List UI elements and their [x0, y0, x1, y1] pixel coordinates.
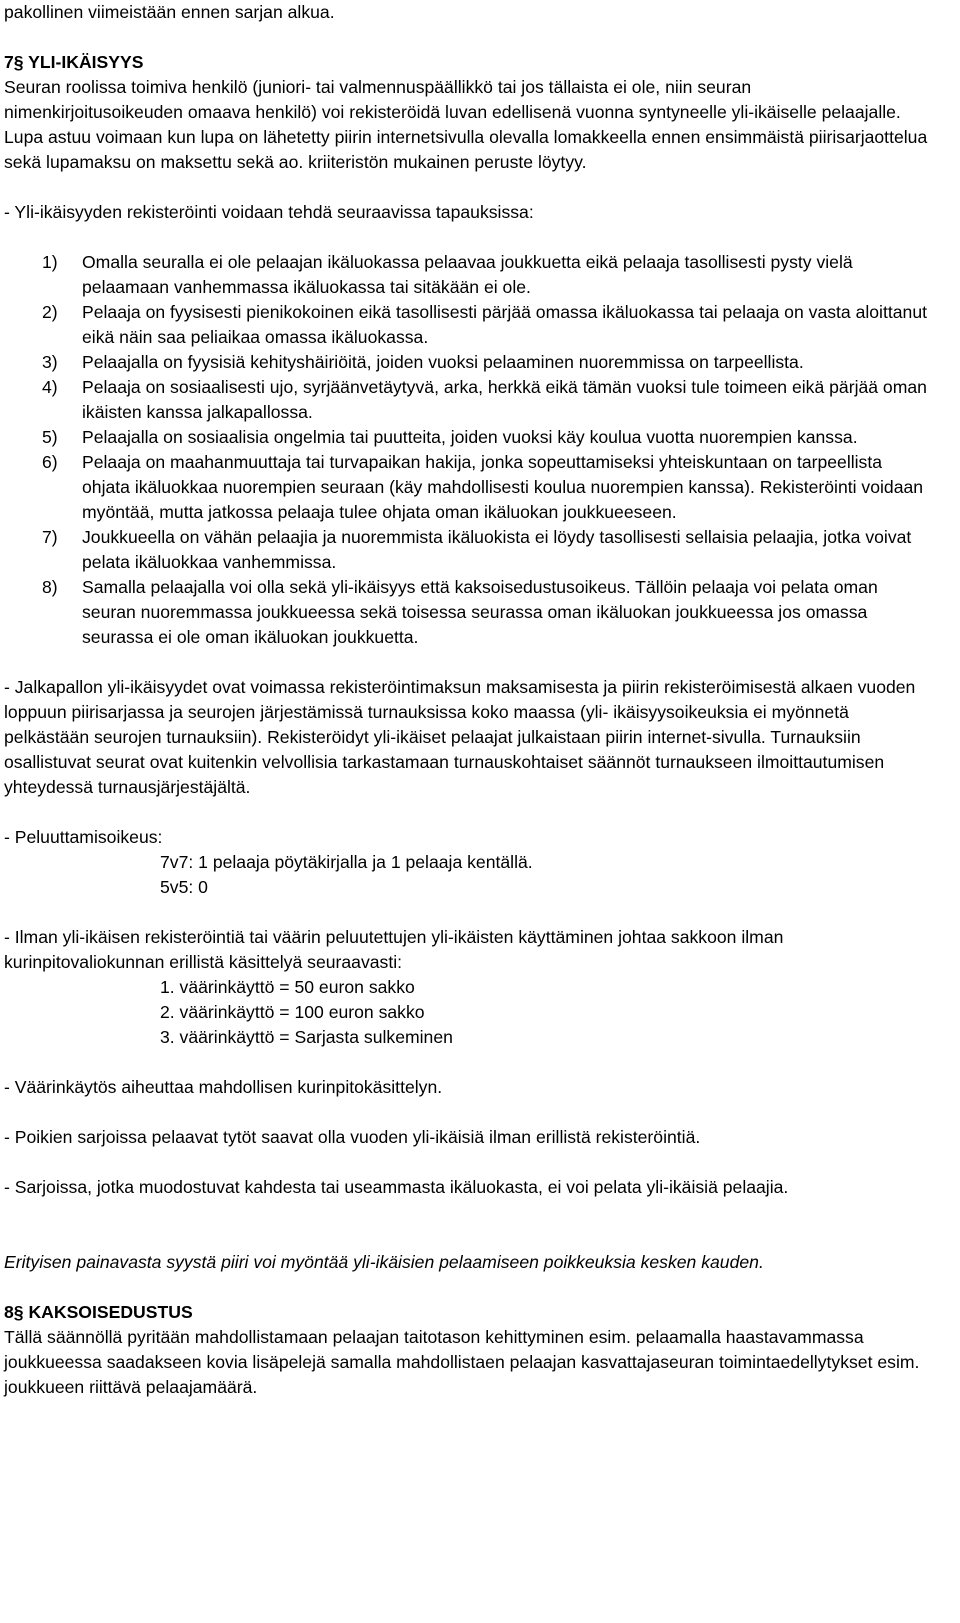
- list-item-text: Pelaajalla on fyysisiä kehityshäiriöitä, joiden vuoksi pelaaminen nuoremmissa on tarpeellista.: [82, 352, 804, 372]
- cases-intro: - Yli-ikäisyyden rekisteröinti voidaan tehdä seuraavissa tapauksissa:: [4, 202, 534, 222]
- spacer: [4, 1200, 930, 1225]
- list-item: [4, 575, 930, 650]
- multi-age-note: - Sarjoissa, jotka muodostuvat kahdesta tai useammasta ikäluokasta, ei voi pelata yli-ikäisiä pelaajia.: [4, 1177, 789, 1197]
- penalty-intro: - Ilman yli-ikäisen rekisteröintiä tai väärin peluutettujen yli-ikäisten käyttäminen johtaa sakkoon ilman kurinpitovaliokunnan erillistä käsittelyä seuraavasti:: [4, 927, 784, 972]
- list-item-text: Pelaaja on sosiaalisesti ujo, syrjäänvetäytyvä, arka, herkkä eikä tämän vuoksi tule toimeen eikä pärjää oman ikäisten kanssa jalkapallossa.: [82, 377, 927, 422]
- list-item: [4, 300, 930, 350]
- list-item-number: 6): [42, 452, 58, 472]
- list-item-number: 4): [42, 377, 58, 397]
- spacer: [4, 175, 930, 200]
- play-rights-line: 5v5: 0: [160, 877, 208, 897]
- list-item: [4, 250, 930, 300]
- spacer: [4, 25, 930, 50]
- list-item-number: 5): [42, 427, 58, 447]
- penalty-line: 2. väärinkäyttö = 100 euron sakko: [160, 1002, 425, 1022]
- list-item: [4, 375, 930, 425]
- list-item-number: 3): [42, 352, 58, 372]
- spacer: [4, 1050, 930, 1075]
- list-item-text: Omalla seuralla ei ole pelaajan ikäluokassa pelaavaa joukkuetta eikä pelaaja tasollisesti pysty vielä pelaamaan vanhemmassa ikäluokassa tai sitäkään ei ole.: [82, 252, 853, 297]
- list-item-text: Pelaajalla on sosiaalisia ongelmia tai puutteita, joiden vuoksi käy koulua vuotta nuorempien kanssa.: [82, 427, 858, 447]
- spacer: [4, 1100, 930, 1125]
- list-item-number: 7): [42, 527, 58, 547]
- intro-line: pakollinen viimeistään ennen sarjan alkua.: [4, 2, 335, 22]
- list-item-number: 2): [42, 302, 58, 322]
- section-8-paragraph: Tällä säännöllä pyritään mahdollistamaan pelaajan taitotason kehittyminen esim. pelaamalla haastavammassa joukkueessa saadakseen kovia lisäpelejä samalla mahdollistaen pelaajan kasvattajaseuran toimintaedellytykset esim. joukkueen riittävä pelaajamäärä.: [4, 1327, 920, 1397]
- spacer: [4, 225, 930, 250]
- spacer: [4, 1225, 930, 1250]
- section-7-paragraph: Seuran roolissa toimiva henkilö (juniori- tai valmennuspäällikkö tai jos tällaista ei ole, niin seuran nimenkirjoitusoikeuden omaava henkilö) voi rekisteröidä luvan edellisenä vuonna syntyneelle yli-ikäiselle pelaajalle. Lupa astuu voimaan kun lupa on lähetetty piirin internetsivulla olevalla lomakkeella ennen ensimmäistä piirisarjaottelua sekä lupamaksu on maksettu sekä ao. kriiteristön mukainen peruste löytyy.: [4, 77, 928, 172]
- girls-note: - Poikien sarjoissa pelaavat tytöt saavat olla vuoden yli-ikäisiä ilman erillistä rekisteröintiä.: [4, 1127, 701, 1147]
- spacer: [4, 650, 930, 675]
- misuse-note: - Väärinkäytös aiheuttaa mahdollisen kurinpitokäsittelyn.: [4, 1077, 443, 1097]
- list-item-number: 1): [42, 252, 58, 272]
- list-item: [4, 425, 930, 450]
- list-item-text: Joukkueella on vähän pelaajia ja nuoremmista ikäluokista ei löydy tasollisesti sellaisia pelaajia, jotka voivat pelata ikäluokkaa vanhemmissa.: [82, 527, 912, 572]
- cases-list: [4, 250, 930, 650]
- play-rights-label: - Peluuttamisoikeus:: [4, 827, 163, 847]
- spacer: [4, 1275, 930, 1300]
- penalty-line: 3. väärinkäyttö = Sarjasta sulkeminen: [160, 1027, 453, 1047]
- spacer: [4, 900, 930, 925]
- list-item-text: Pelaaja on fyysisesti pienikokoinen eikä tasollisesti pärjää omassa ikäluokassa tai pelaaja on vasta aloittanut eikä näin saa peliaikaa omassa ikäluokassa.: [82, 302, 927, 347]
- spacer: [4, 800, 930, 825]
- penalty-line: 1. väärinkäyttö = 50 euron sakko: [160, 977, 415, 997]
- special-note: Erityisen painavasta syystä piiri voi myöntää yli-ikäisien pelaamiseen poikkeuksia kesken kauden.: [4, 1252, 764, 1272]
- play-rights-line: 7v7: 1 pelaaja pöytäkirjalla ja 1 pelaaja kentällä.: [160, 852, 533, 872]
- list-item-text: Pelaaja on maahanmuuttaja tai turvapaikan hakija, jonka sopeuttamiseksi yhteiskuntaan on tarpeellista ohjata ikäluokkaa nuorempien seuraan (käy mahdollisesti koulua nuorempien kanssa). Rekisteröinti voidaan myöntää, mutta jatkossa pelaaja tulee ohjata oman ikäluokan joukkueeseen.: [82, 452, 924, 522]
- validity-paragraph: - Jalkapallon yli-ikäisyydet ovat voimassa rekisteröintimaksun maksamisesta ja piirin rekisteröimisestä alkaen vuoden loppuun piirisarjassa ja seurojen järjestämissä turnauksissa koko maassa (yli- ikäisyysoikeuksia ei myönnetä pelkästään seurojen turnauksiin). Rekisteröidyt yli-ikäiset pelaajat julkaistaan piirin internet-sivulla. Turnauksiin osallistuvat seurat ovat kuitenkin velvollisia tarkastamaan turnauskohtaiset säännöt turnaukseen ilmoittautumisen yhteydessä turnausjärjestäjältä.: [4, 677, 916, 797]
- section-8-heading: 8§ KAKSOISEDUSTUS: [4, 1302, 193, 1322]
- list-item-number: 8): [42, 577, 58, 597]
- list-item: [4, 525, 930, 575]
- list-item: [4, 450, 930, 525]
- section-7-heading: 7§ YLI-IKÄISYYS: [4, 52, 144, 72]
- spacer: [4, 1150, 930, 1175]
- list-item-text: Samalla pelaajalla voi olla sekä yli-ikäisyys että kaksoisedustusoikeus. Tällöin pelaaja voi pelata oman seuran nuoremmassa joukkueessa sekä toisessa seurassa oman ikäluokan joukkueessa jos omassa seurassa ei ole oman ikäluokan joukkuetta.: [82, 577, 878, 647]
- list-item: [4, 350, 930, 375]
